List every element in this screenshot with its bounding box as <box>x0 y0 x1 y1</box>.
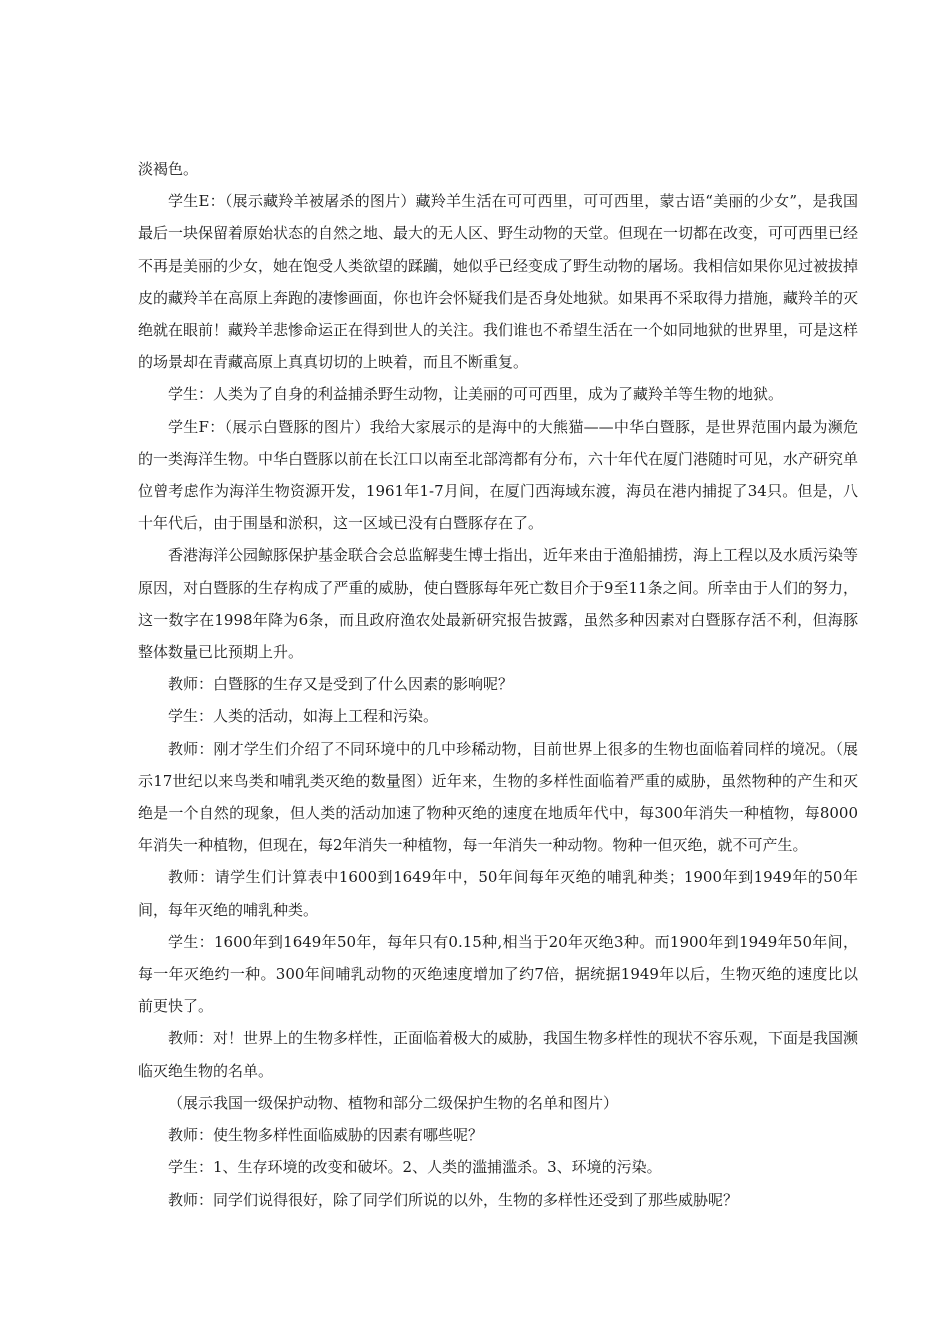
paragraph-continuation: 淡褐色。 <box>138 160 199 178</box>
document-body <box>138 153 858 1216</box>
paragraph-student-e: 学生E：（展示藏羚羊被屠杀的图片）藏羚羊生活在可可西里，可可西里，蒙古语“美丽的少女”，是我国最后一块保留着原始状态的自然之地、最大的无人区、野生动物的天堂。但现在一切都在改变，可可西里已经不再是美丽的少女，她在饱受人类欲望的蹂躏，她似乎已经变成了野生动物的屠场。我相信如果你见过被拔掉皮的藏羚羊在高原上奔跑的凄惨画面，你也许会怀疑我们是否身处地狱。如果再不采取得力措施，藏羚羊的灭绝就在眼前！藏羚羊悲惨命运正在得到世人的关注。我们谁也不希望生活在一个如同地狱的世界里，可是这样的场景却在青藏高原上真真切切的上映着，而且不断重复。 <box>138 192 859 372</box>
paragraph-student-f: 学生F：（展示白暨豚的图片）我给大家展示的是海中的大熊猫——中华白暨豚，是世界范围内最为濒危的一类海洋生物。中华白暨豚以前在长江口以南至北部湾都有分布，六十年代在厦门港随时可见，水产研究单位曾考虑作为海洋生物资源开发，1961年1-7月间，在厦门西海域东渡，海员在港内捕捉了34只。但是，八十年代后，由于围垦和淤积，这一区域已没有白暨豚存在了。 <box>138 417 859 533</box>
paragraph-student-answer-1: 学生：人类的活动，如海上工程和污染。 <box>168 707 439 726</box>
paragraph-teacher-question-3: 教师：同学们说得很好，除了同学们所说的以外，生物的多样性还受到了那些威胁呢？ <box>168 1190 739 1209</box>
paragraph-teacher-extinction: 教师：刚才学生们介绍了不同环境中的几中珍稀动物，目前世界上很多的生物也面临着同样的境况。（展示17世纪以来鸟类和哺乳类灭绝的数量图）近年来，生物的多样性面临着严重的威胁，虽然物种的产生和灭绝是一个自然的现象，但人类的活动加速了物种灭绝的速度在地质年代中，每300年消失一种植物，每8000年消失一种植物，但现在，每2年消失一种植物，每一年消失一种动物。物种一但灭绝，就不可产生。 <box>138 739 858 855</box>
paragraph-student-calculation: 学生：1600年到1649年50年，每年只有0.15种,相当于20年灭绝3种。而1900年到1949年50年间，每一年灭绝约一种。300年间哺乳动物的灭绝速度增加了约7倍，据统据1949年以后，生物灭绝的速度比以前更快了。 <box>138 932 858 1016</box>
paragraph-show-list: （展示我国一级保护动物、植物和部分二级保护生物的名单和图片） <box>168 1093 619 1112</box>
paragraph-teacher-calculation: 教师：请学生们计算表中1600到1649年中，50年间每年灭绝的哺乳种类；1900年到1949年的50年间，每年灭绝的哺乳种类。 <box>138 868 858 919</box>
paragraph-hk-ocean-park: 香港海洋公园鲸豚保护基金联合会总监解斐生博士指出，近年来由于渔船捕捞，海上工程以及水质污染等原因，对白暨豚的生存构成了严重的威胁，使白暨豚每年死亡数目介于9至11条之间。所幸由于人们的努力，这一数字在1998年降为6条，而且政府渔农处最新研究报告披露，虽然多种因素对白暨豚存活不利，但海豚整体数量已比预期上升。 <box>138 546 859 662</box>
paragraph-student-answer-2: 学生：1、生存环境的改变和破坏。2、人类的滥捕滥杀。3、环境的污染。 <box>168 1158 662 1177</box>
paragraph-student-comment-1: 学生：人类为了自身的利益捕杀野生动物，让美丽的可可西里，成为了藏羚羊等生物的地狱。 <box>168 385 784 404</box>
paragraph-teacher-question-1: 教师：白暨豚的生存又是受到了什么因素的影响呢？ <box>168 675 514 694</box>
paragraph-teacher-threat: 教师：对！世界上的生物多样性，正面临着极大的威胁，我国生物多样性的现状不容乐观，下面是我国濒临灭绝生物的名单。 <box>138 1029 859 1080</box>
paragraph-teacher-question-2: 教师：使生物多样性面临威胁的因素有哪些呢？ <box>168 1126 484 1145</box>
